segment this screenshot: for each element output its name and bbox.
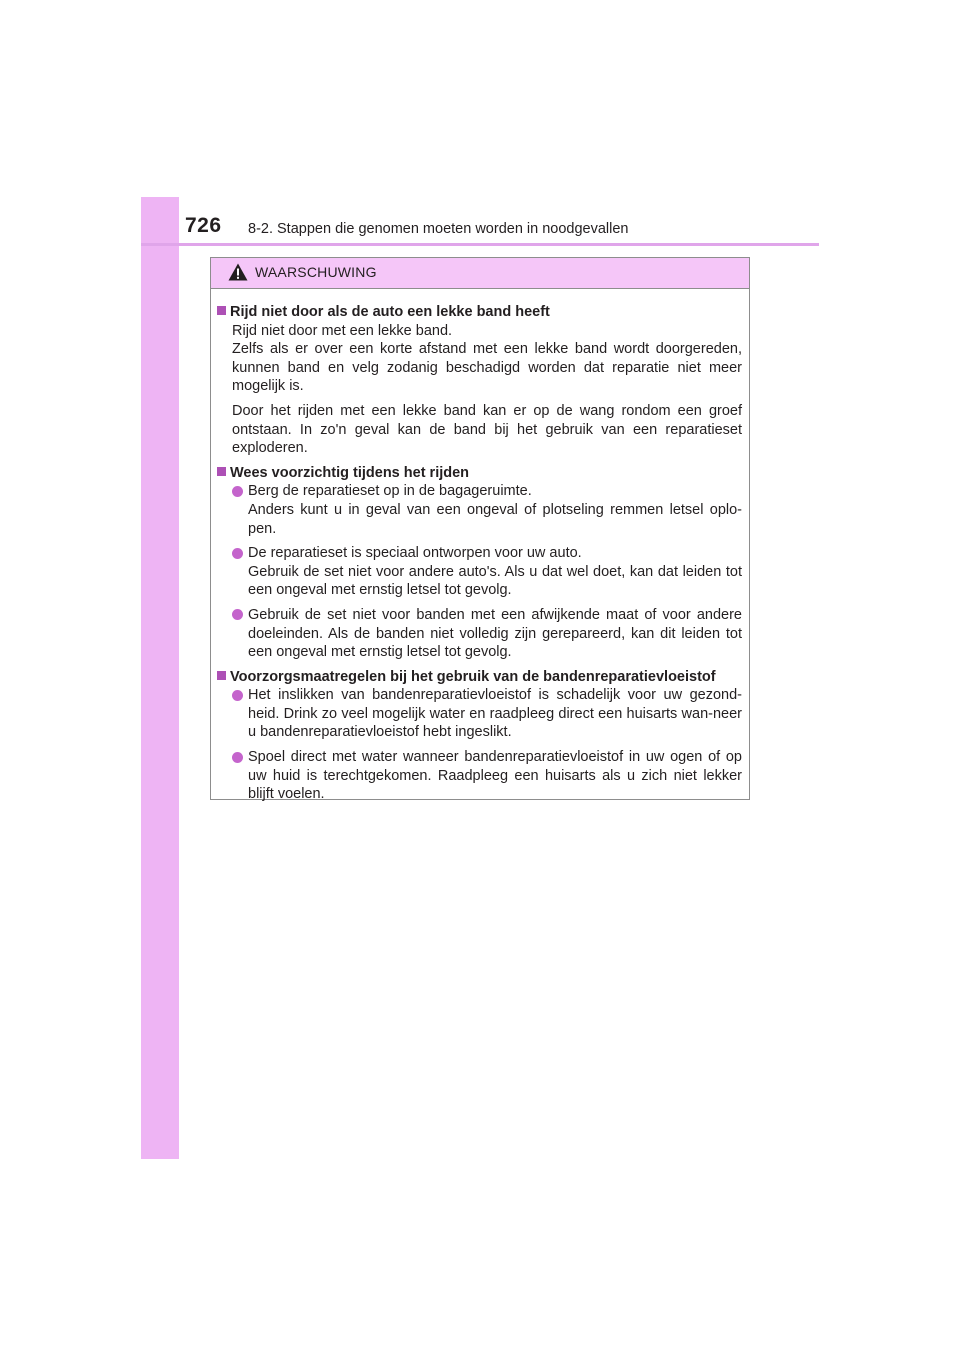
chapter-title: 8-2. Stappen die genomen moeten worden in noodgevallen [248, 221, 629, 237]
section-heading: Voorzorgsmaatregelen bij het gebruik van de bandenreparatievloeistof [217, 668, 742, 687]
warning-title: WAARSCHUWING [255, 264, 377, 280]
list-item: Spoel direct met water wanneer bandenreparatievloeistof in uw ogen of op uw huid is terechtgekomen. Raadpleeg een huisarts als u zich niet lekker blijft voelen. [232, 748, 742, 804]
section-repair-fluid [217, 668, 742, 804]
warning-body [211, 289, 749, 804]
section-flat-tire [217, 303, 742, 458]
list-item: De reparatieset is speciaal ontworpen voor uw auto. Gebruik de set niet voor andere auto's. Als u dat wel doet, kan dat leiden tot een ongeval met ernstig letsel tot gevolg. [232, 544, 742, 600]
round-bullet-icon [232, 609, 243, 620]
square-bullet-icon [217, 671, 226, 680]
round-bullet-icon [232, 486, 243, 497]
section-driving-caution [217, 464, 742, 662]
section-heading: Rijd niet door als de auto een lekke band heeft [217, 303, 742, 322]
warning-box [210, 257, 750, 803]
chapter-side-tab [141, 197, 179, 1159]
warning-header [211, 258, 749, 289]
square-bullet-icon [217, 306, 226, 315]
page-number: 726 [185, 214, 222, 237]
warning-triangle-icon [228, 263, 248, 281]
round-bullet-icon [232, 548, 243, 559]
paragraph: Door het rijden met een lekke band kan er op de wang rondom een groef ontstaan. In zo'n geval kan de band bij het gebruik van een reparatieset exploderen. [232, 402, 742, 457]
square-bullet-icon [217, 467, 226, 476]
round-bullet-icon [232, 752, 243, 763]
list-item: Gebruik de set niet voor banden met een afwijkende maat of voor andere doeleinden. Als de banden niet volledig zijn gerepareerd, kan dit leiden tot een ongeval met ernstig letsel tot gevolg. [232, 606, 742, 662]
list-item: Berg de reparatieset op in de bagageruimte. Anders kunt u in geval van een ongeval of plotseling remmen letsel oplo-pen. [232, 482, 742, 538]
header-rule [141, 243, 819, 246]
section-heading: Wees voorzichtig tijdens het rijden [217, 464, 742, 483]
paragraph: Rijd niet door met een lekke band. Zelfs als er over een korte afstand met een lekke band wordt doorgereden, kunnen band en velg zodanig beschadigd worden dat reparatie niet meer mogelijk is. [232, 322, 742, 395]
round-bullet-icon [232, 690, 243, 701]
list-item: Het inslikken van bandenreparatievloeistof is schadelijk voor uw gezond-heid. Drink zo veel mogelijk water en raadpleeg direct een huisarts wan-neer u bandenreparatievloeistof hebt ingeslikt. [232, 686, 742, 742]
